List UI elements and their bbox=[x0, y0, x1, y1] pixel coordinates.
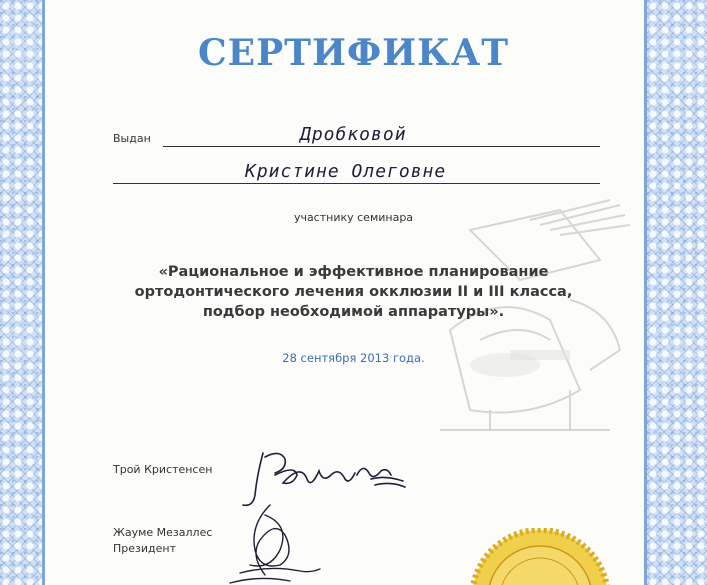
signature-mezalles bbox=[210, 495, 330, 585]
recipient-line-2 bbox=[113, 183, 600, 184]
gold-seal bbox=[470, 528, 610, 585]
right-ornamental-border bbox=[647, 0, 707, 585]
signatory-name: Жауме Мезаллес bbox=[113, 526, 213, 539]
recipient-line-1 bbox=[163, 146, 600, 147]
seminar-title bbox=[60, 262, 647, 322]
signatory-role: Президент bbox=[113, 542, 176, 555]
left-ornamental-border bbox=[0, 0, 42, 585]
seminar-date: 28 сентября 2013 года. bbox=[282, 351, 425, 365]
recipient-given-names: Кристине Олеговне bbox=[245, 161, 447, 182]
certificate-title: СЕРТИФИКАТ bbox=[198, 32, 509, 74]
seminar-title-line: ортодонтического лечения окклюзии II и III класса, bbox=[134, 284, 573, 300]
signatory-name: Трой Кристенсен bbox=[113, 463, 213, 476]
seminar-title-line: подбор необходимой аппаратуры». bbox=[202, 304, 505, 320]
recipient-surname: Дробковой bbox=[300, 124, 407, 145]
issued-label: Выдан bbox=[113, 132, 151, 145]
participant-text: участнику семинара bbox=[293, 211, 414, 224]
left-border-edge bbox=[42, 0, 45, 585]
seminar-title-line: «Рациональное и эффективное планирование bbox=[158, 264, 549, 280]
